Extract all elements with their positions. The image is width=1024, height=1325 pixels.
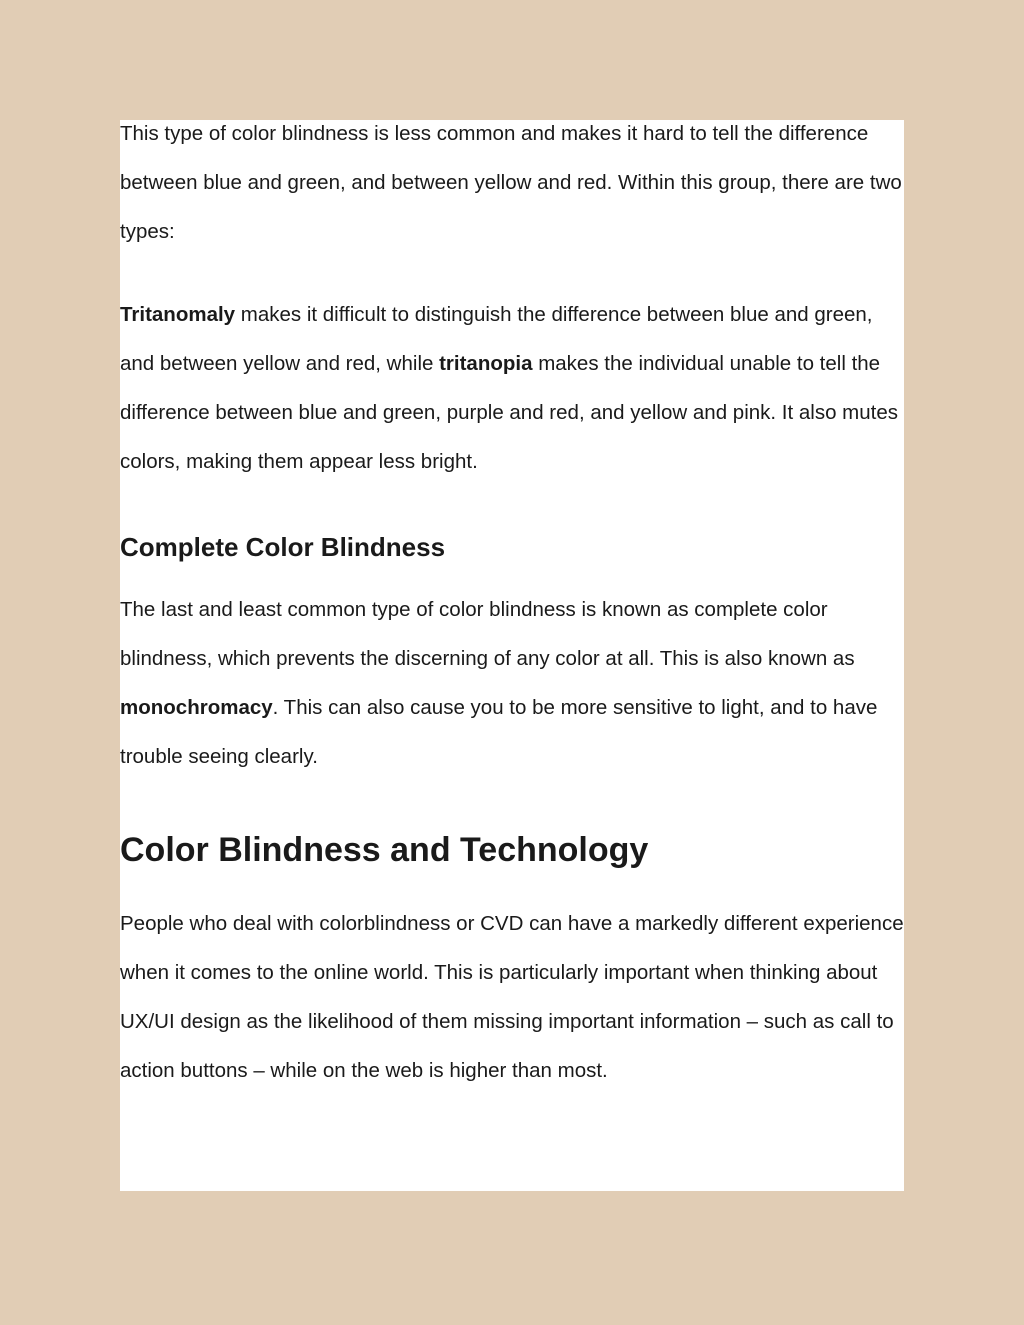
complete-color-blindness-heading: Complete Color Blindness — [120, 532, 446, 562]
technology-heading: Color Blindness and Technology — [120, 831, 649, 869]
tritanomaly-description: makes it difficult to distinguish the difference between blue and green, and between yellow and red, while — [120, 303, 873, 375]
term-monochromacy: monochromacy — [120, 696, 273, 719]
document-page — [120, 120, 904, 1191]
complete-description-end: . This can also cause you to be more sensitive to light, and to have trouble seeing clearly. — [120, 696, 878, 768]
tritan-types-paragraph — [120, 290, 910, 486]
tritanopia-description: makes the individual unable to tell the difference between blue and green, purple and red, and yellow and pink. It also mutes colors, making them appear less bright. — [120, 352, 898, 473]
term-tritanomaly: Tritanomaly — [120, 303, 236, 326]
term-tritanopia: tritanopia — [439, 352, 533, 375]
technology-paragraph: People who deal with colorblindness or CVD can have a markedly different experience when it comes to the online world. This is particularly important when thinking about UX/UI design as the likelihood of them missing important information – such as call to action buttons – while on the web is higher than most. — [120, 912, 904, 1082]
complete-color-blindness-paragraph — [120, 585, 920, 781]
intro-paragraph: This type of color blindness is less common and makes it hard to tell the difference between blue and green, and between yellow and red. Within this group, there are two types: — [120, 122, 902, 243]
complete-description-start: The last and least common type of color blindness is known as complete color blindness, which prevents the discerning of any color at all. This is also known as — [120, 598, 855, 670]
